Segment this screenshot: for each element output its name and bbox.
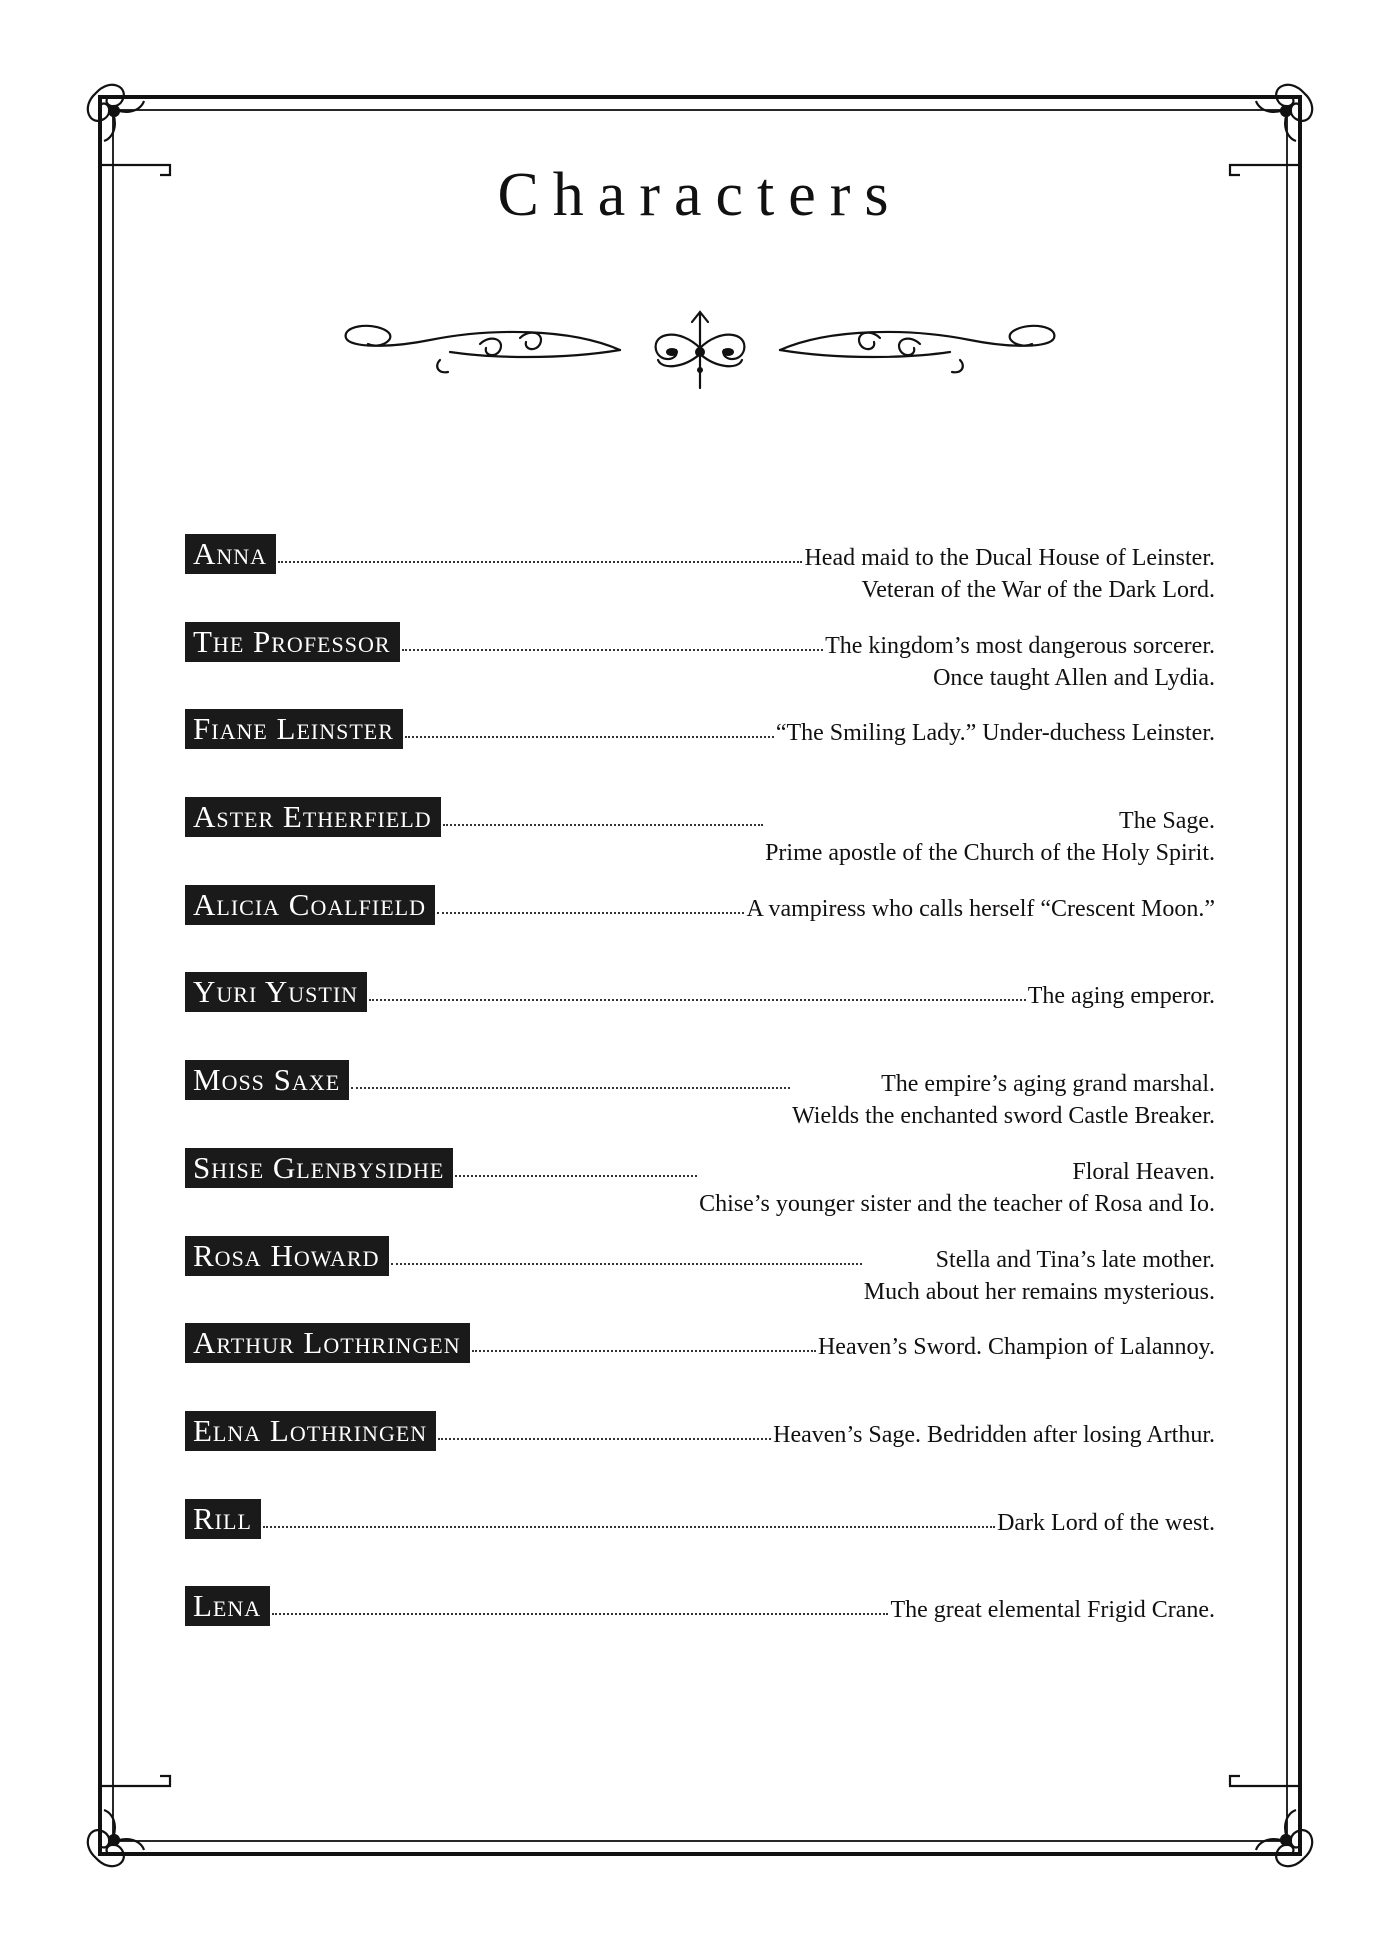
description-line-1: The aging emperor.	[1027, 983, 1215, 1010]
character-entry	[185, 622, 1215, 710]
character-description	[818, 1331, 1215, 1363]
character-entry	[185, 972, 1215, 1060]
description-line-2: Wields the enchanted sword Castle Breaker.	[792, 1103, 1215, 1130]
corner-flourish-icon	[88, 1810, 144, 1866]
description-line-1: Heaven’s Sage. Bedridden after losing Arthur.	[773, 1421, 1215, 1448]
description-line-2: Prime apostle of the Church of the Holy Spirit.	[765, 840, 1215, 867]
character-description	[746, 893, 1215, 925]
page-title: Characters	[497, 161, 903, 229]
character-entry	[185, 1499, 1215, 1587]
description-line-1: Heaven’s Sword. Champion of Lalannoy.	[817, 1334, 1215, 1361]
character-description	[864, 1244, 1215, 1308]
character-description	[890, 1594, 1215, 1626]
dotted-leader	[272, 1613, 888, 1615]
dotted-leader	[369, 999, 1026, 1001]
description-line-1: The kingdom’s most dangerous sorcerer.	[825, 632, 1215, 659]
character-name-label: Aster Etherfield	[185, 797, 441, 837]
dotted-leader	[278, 561, 802, 563]
description-line-2: Chise’s younger sister and the teacher of Rosa and Io.	[699, 1190, 1215, 1217]
character-entry	[185, 1586, 1215, 1674]
dotted-leader	[402, 649, 824, 651]
character-name-label: Arthur Lothringen	[185, 1323, 470, 1363]
character-entry	[185, 534, 1215, 622]
description-line-1: The empire’s aging grand marshal.	[881, 1071, 1215, 1098]
character-name-label: The Professor	[185, 622, 400, 662]
character-name-label: Lena	[185, 1586, 270, 1626]
character-entry	[185, 1323, 1215, 1411]
character-description	[765, 805, 1215, 869]
character-entry	[185, 1411, 1215, 1499]
character-description	[1028, 980, 1215, 1012]
dotted-leader	[455, 1175, 697, 1177]
character-name-label: Moss Saxe	[185, 1060, 349, 1100]
character-name-label: Rosa Howard	[185, 1236, 389, 1276]
character-description	[792, 1068, 1215, 1132]
description-line-1: “The Smiling Lady.” Under-duchess Leinster.	[775, 720, 1215, 747]
flourish-ornament-icon	[340, 308, 1060, 398]
description-line-2: Once taught Allen and Lydia.	[933, 664, 1215, 691]
character-entry	[185, 885, 1215, 973]
description-line-1: Floral Heaven.	[1072, 1158, 1215, 1185]
character-name-label: Shise Glenbysidhe	[185, 1148, 453, 1188]
character-list	[185, 534, 1215, 1674]
character-name-label: Rill	[185, 1499, 261, 1539]
dotted-leader	[405, 736, 774, 738]
description-line-1: The great elemental Frigid Crane.	[890, 1597, 1215, 1624]
description-line-1: A vampiress who calls herself “Crescent Moon.”	[746, 895, 1215, 922]
character-name-label: Alicia Coalfield	[185, 885, 435, 925]
description-line-2: Veteran of the War of the Dark Lord.	[861, 577, 1215, 603]
character-entry	[185, 797, 1215, 885]
character-description	[804, 542, 1215, 606]
character-name-label: Yuri Yustin	[185, 972, 367, 1012]
character-description	[776, 717, 1215, 749]
corner-flourish-icon	[1256, 85, 1312, 141]
corner-flourish-icon	[88, 85, 144, 141]
dotted-leader	[472, 1350, 816, 1352]
dotted-leader	[263, 1526, 995, 1528]
description-line-2: Much about her remains mysterious.	[863, 1278, 1215, 1305]
character-description	[699, 1156, 1215, 1220]
dotted-leader	[437, 912, 744, 914]
dotted-leader	[438, 1438, 771, 1440]
dotted-leader	[391, 1263, 862, 1265]
character-entry	[185, 1148, 1215, 1236]
description-line-1: Head maid to the Ducal House of Leinster.	[804, 545, 1215, 571]
description-line-1: Stella and Tina’s late mother.	[935, 1246, 1215, 1273]
character-entry	[185, 1236, 1215, 1324]
character-name-label: Elna Lothringen	[185, 1411, 436, 1451]
corner-flourish-icon	[1256, 1810, 1312, 1866]
character-entry	[185, 709, 1215, 797]
character-name-label: Fiane Leinster	[185, 709, 403, 749]
character-name-label: Anna	[185, 534, 276, 574]
character-description	[997, 1507, 1215, 1539]
character-entry	[185, 1060, 1215, 1148]
dotted-leader	[351, 1087, 790, 1089]
description-line-1: The Sage.	[1119, 808, 1215, 835]
dotted-leader	[443, 824, 763, 826]
description-line-1: Dark Lord of the west.	[997, 1509, 1215, 1536]
character-description	[773, 1419, 1215, 1451]
character-description	[825, 630, 1215, 694]
